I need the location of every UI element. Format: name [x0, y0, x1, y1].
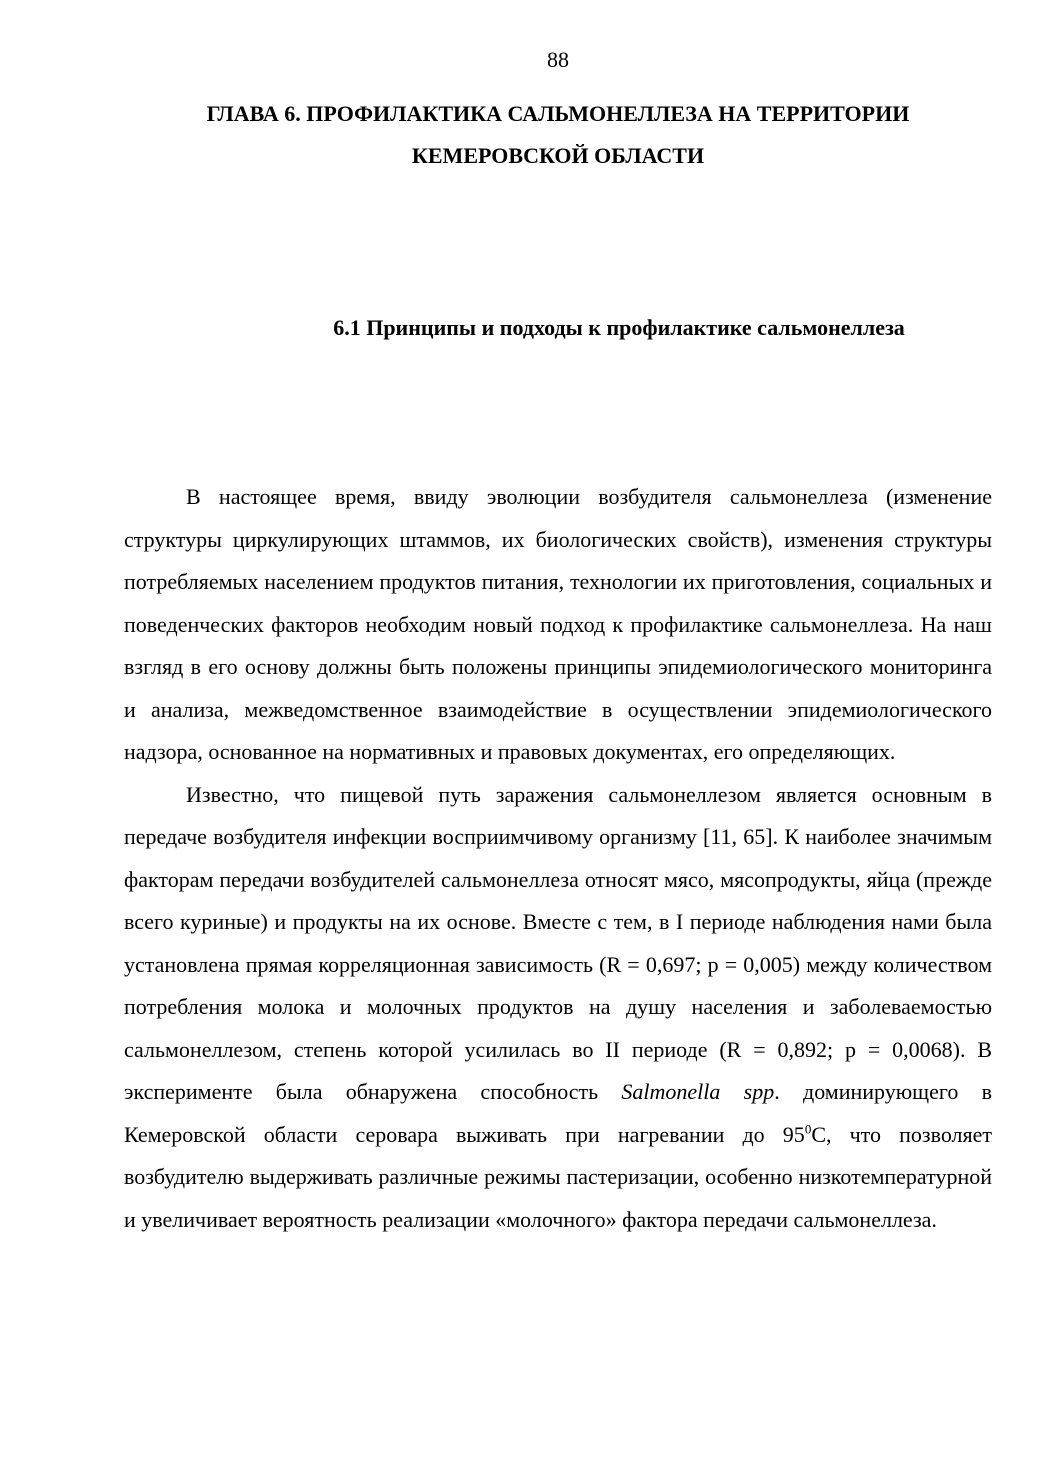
section-title: 6.1 Принципы и подходы к профилактике сальмонеллеза — [333, 315, 905, 340]
chapter-title: ГЛАВА 6. ПРОФИЛАКТИКА САЛЬМОНЕЛЛЕЗА НА ТЕРРИТОРИИ КЕМЕРОВСКОЙ ОБЛАСТИ — [206, 101, 910, 168]
paragraph-2-part-1: Известно, что пищевой путь заражения сальмонеллезом является основным в передаче возбудителя инфекции восприимчивому организму [11, 65]. К наиболее значимым факторам передачи возбудителей сальмонеллеза относят мясо, мясопродукты, яйца (прежде всего куриные) и продукты на их основе. Вместе с тем, в I периоде наблюдения нами была установлена прямая корреляционная зависимость (R = 0,697; p = 0,005) между количеством потребления молока и молочных продуктов на душу населения и заболеваемостью сальмонеллезом, степень которой усилилась во II периоде (R = 0,892; p = 0,0068). В эксперименте была обнаружена способность — [124, 781, 992, 1104]
paragraph-1: В настоящее время, ввиду эволюции возбудителя сальмонеллеза (изменение структуры циркулирующих штаммов, их биологических свойств), изменения структуры потребляемых населением продуктов питания, технологии их приготовления, социальных и поведенческих факторов необходим новый подход к профилактике сальмонеллеза. На наш взгляд в его основу должны быть положены принципы эпидемиологического мониторинга и анализа, межведомственное взаимодействие в осуществлении эпидемиологического надзора, основанное на нормативных и правовых документах, его определяющих. — [124, 484, 992, 764]
degree-superscript: 0 — [804, 1121, 812, 1137]
paragraph-2-part-2: . доминирующего в Кемеровской области серовара выживать при нагревании до 95 — [124, 1079, 993, 1147]
paragraph-2-part-3: С, что позволяет возбудителю выдерживать различные режимы пастеризации, особенно низкотемпературной и увеличивает вероятность реализации «молочного» фактора передачи сальмонеллеза. — [124, 1121, 993, 1232]
page-number: 88 — [547, 47, 569, 72]
body-text — [124, 476, 992, 1241]
species-name: Salmonella spp — [621, 1079, 775, 1104]
paragraph-2 — [124, 774, 992, 1242]
